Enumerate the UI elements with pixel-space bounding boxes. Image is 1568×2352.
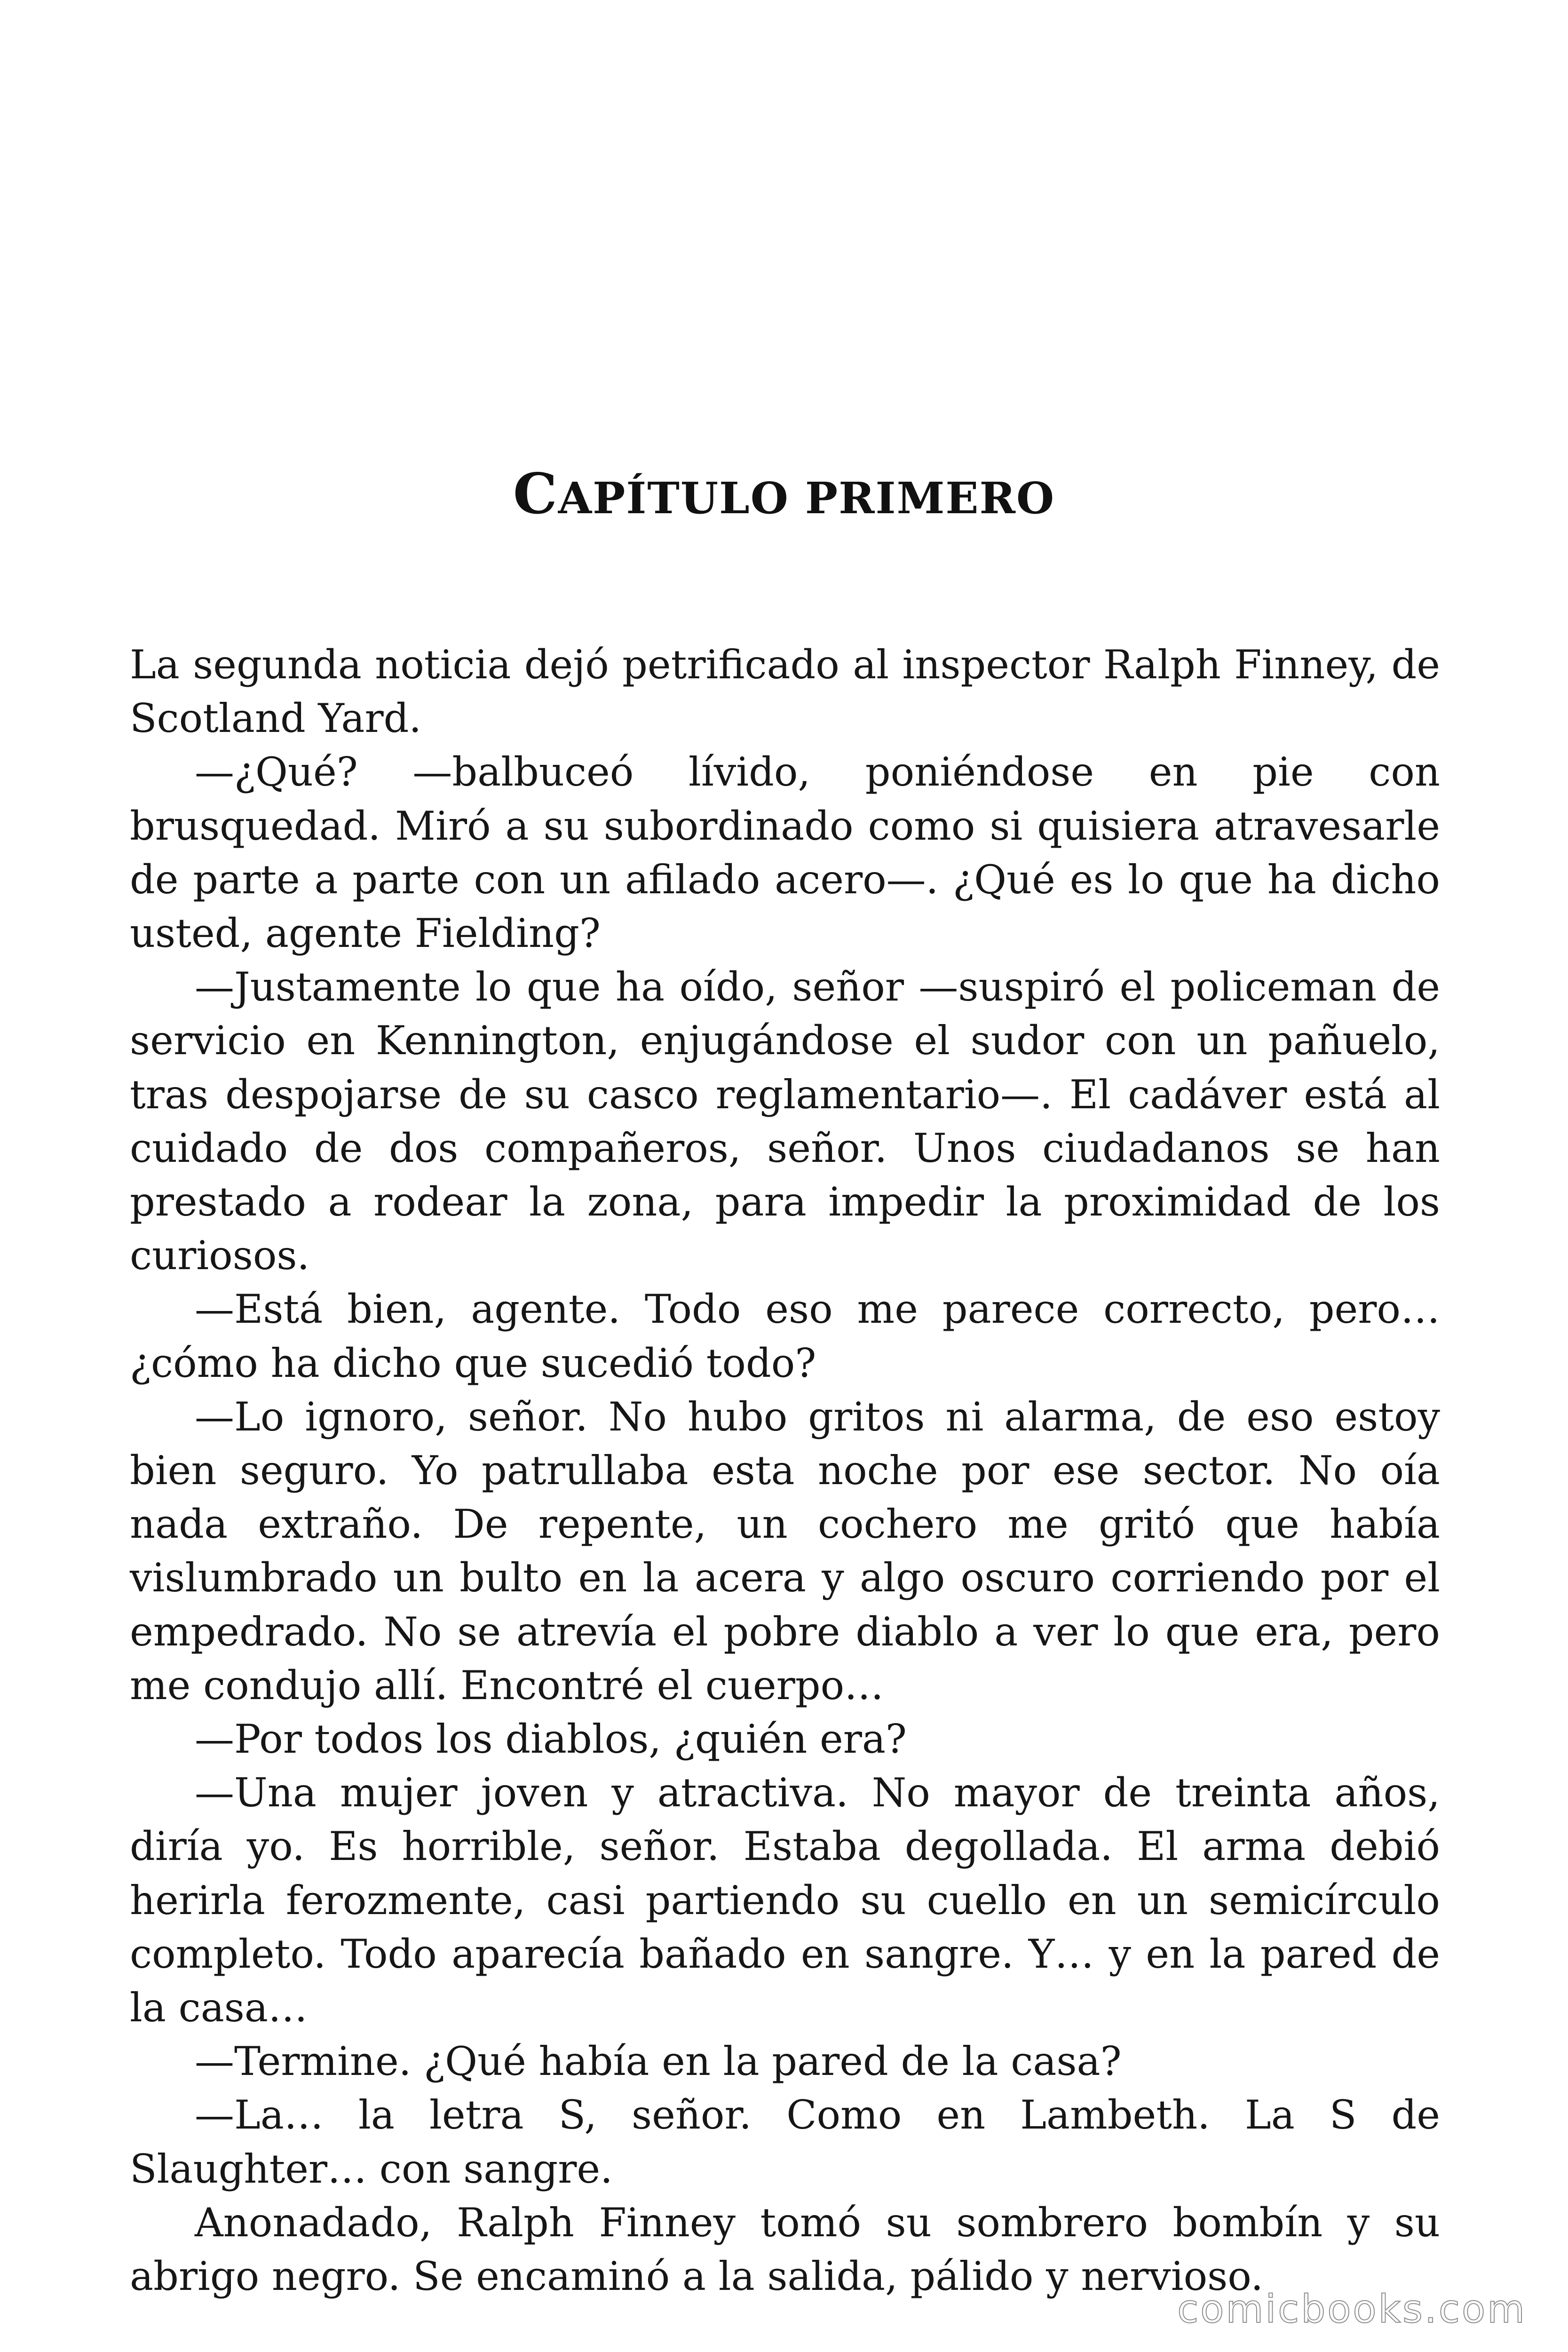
paragraph: —Una mujer joven y atractiva. No mayor de treinta años, diría yo. Es horrible, señor. Estaba degollada. El arma debió herirla ferozmente, casi partiendo su cuello en un semicírculo completo. Todo aparecía bañado en sangre. Y… y en la pared de la casa…: [130, 1770, 1440, 2031]
paragraph: —Lo ignoro, señor. No hubo gritos ni alarma, de eso estoy bien seguro. Yo patrullaba esta noche por ese sector. No oía nada extraño. De repente, un cochero me gritó que había vislumbrado un bulto en la acera y algo oscuro corriendo por el empedrado. No se atrevía el pobre diablo a ver lo que era, pero me condujo allí. Encontré el cuerpo…: [130, 1393, 1440, 1708]
watermark: comicbooks.com: [1177, 2287, 1527, 2332]
chapter-body: [130, 638, 1440, 2303]
paragraph: La segunda noticia dejó petrificado al inspector Ralph Finney, de Scotland Yard.: [130, 642, 1440, 742]
paragraph: —Termine. ¿Qué había en la pared de la casa?: [195, 2038, 1122, 2085]
paragraph: —La… la letra S, señor. Como en Lambeth. La S de Slaughter… con sangre.: [130, 2092, 1440, 2192]
paragraph: Anonadado, Ralph Finney tomó su sombrero bombín y su abrigo negro. Se encaminó a la salida, pálido y nervioso.: [130, 2199, 1440, 2300]
paragraph: —Está bien, agente. Todo eso me parece correcto, pero… ¿cómo ha dicho que sucedió todo?: [130, 1286, 1440, 1386]
chapter-title-initial: C: [513, 461, 558, 526]
chapter-title-rest: APÍTULO PRIMERO: [558, 473, 1055, 524]
chapter-title: [0, 461, 1568, 526]
paragraph: —¿Qué? —balbuceó lívido, poniéndose en pie con brusquedad. Miró a su subordinado como si quisiera atravesarle de parte a parte con un afilado acero—. ¿Qué es lo que ha dicho usted, agente Fielding?: [130, 749, 1440, 957]
paragraph: —Por todos los diablos, ¿quién era?: [195, 1716, 907, 1763]
paragraph: —Justamente lo que ha oído, señor —suspiró el policeman de servicio en Kennington, enjugándose el sudor con un pañuelo, tras despojarse de su casco reglamentario—. El cadáver está al cuidado de dos compañeros, señor. Unos ciudadanos se han prestado a rodear la zona, para impedir la proximidad de los curiosos.: [130, 964, 1440, 1279]
